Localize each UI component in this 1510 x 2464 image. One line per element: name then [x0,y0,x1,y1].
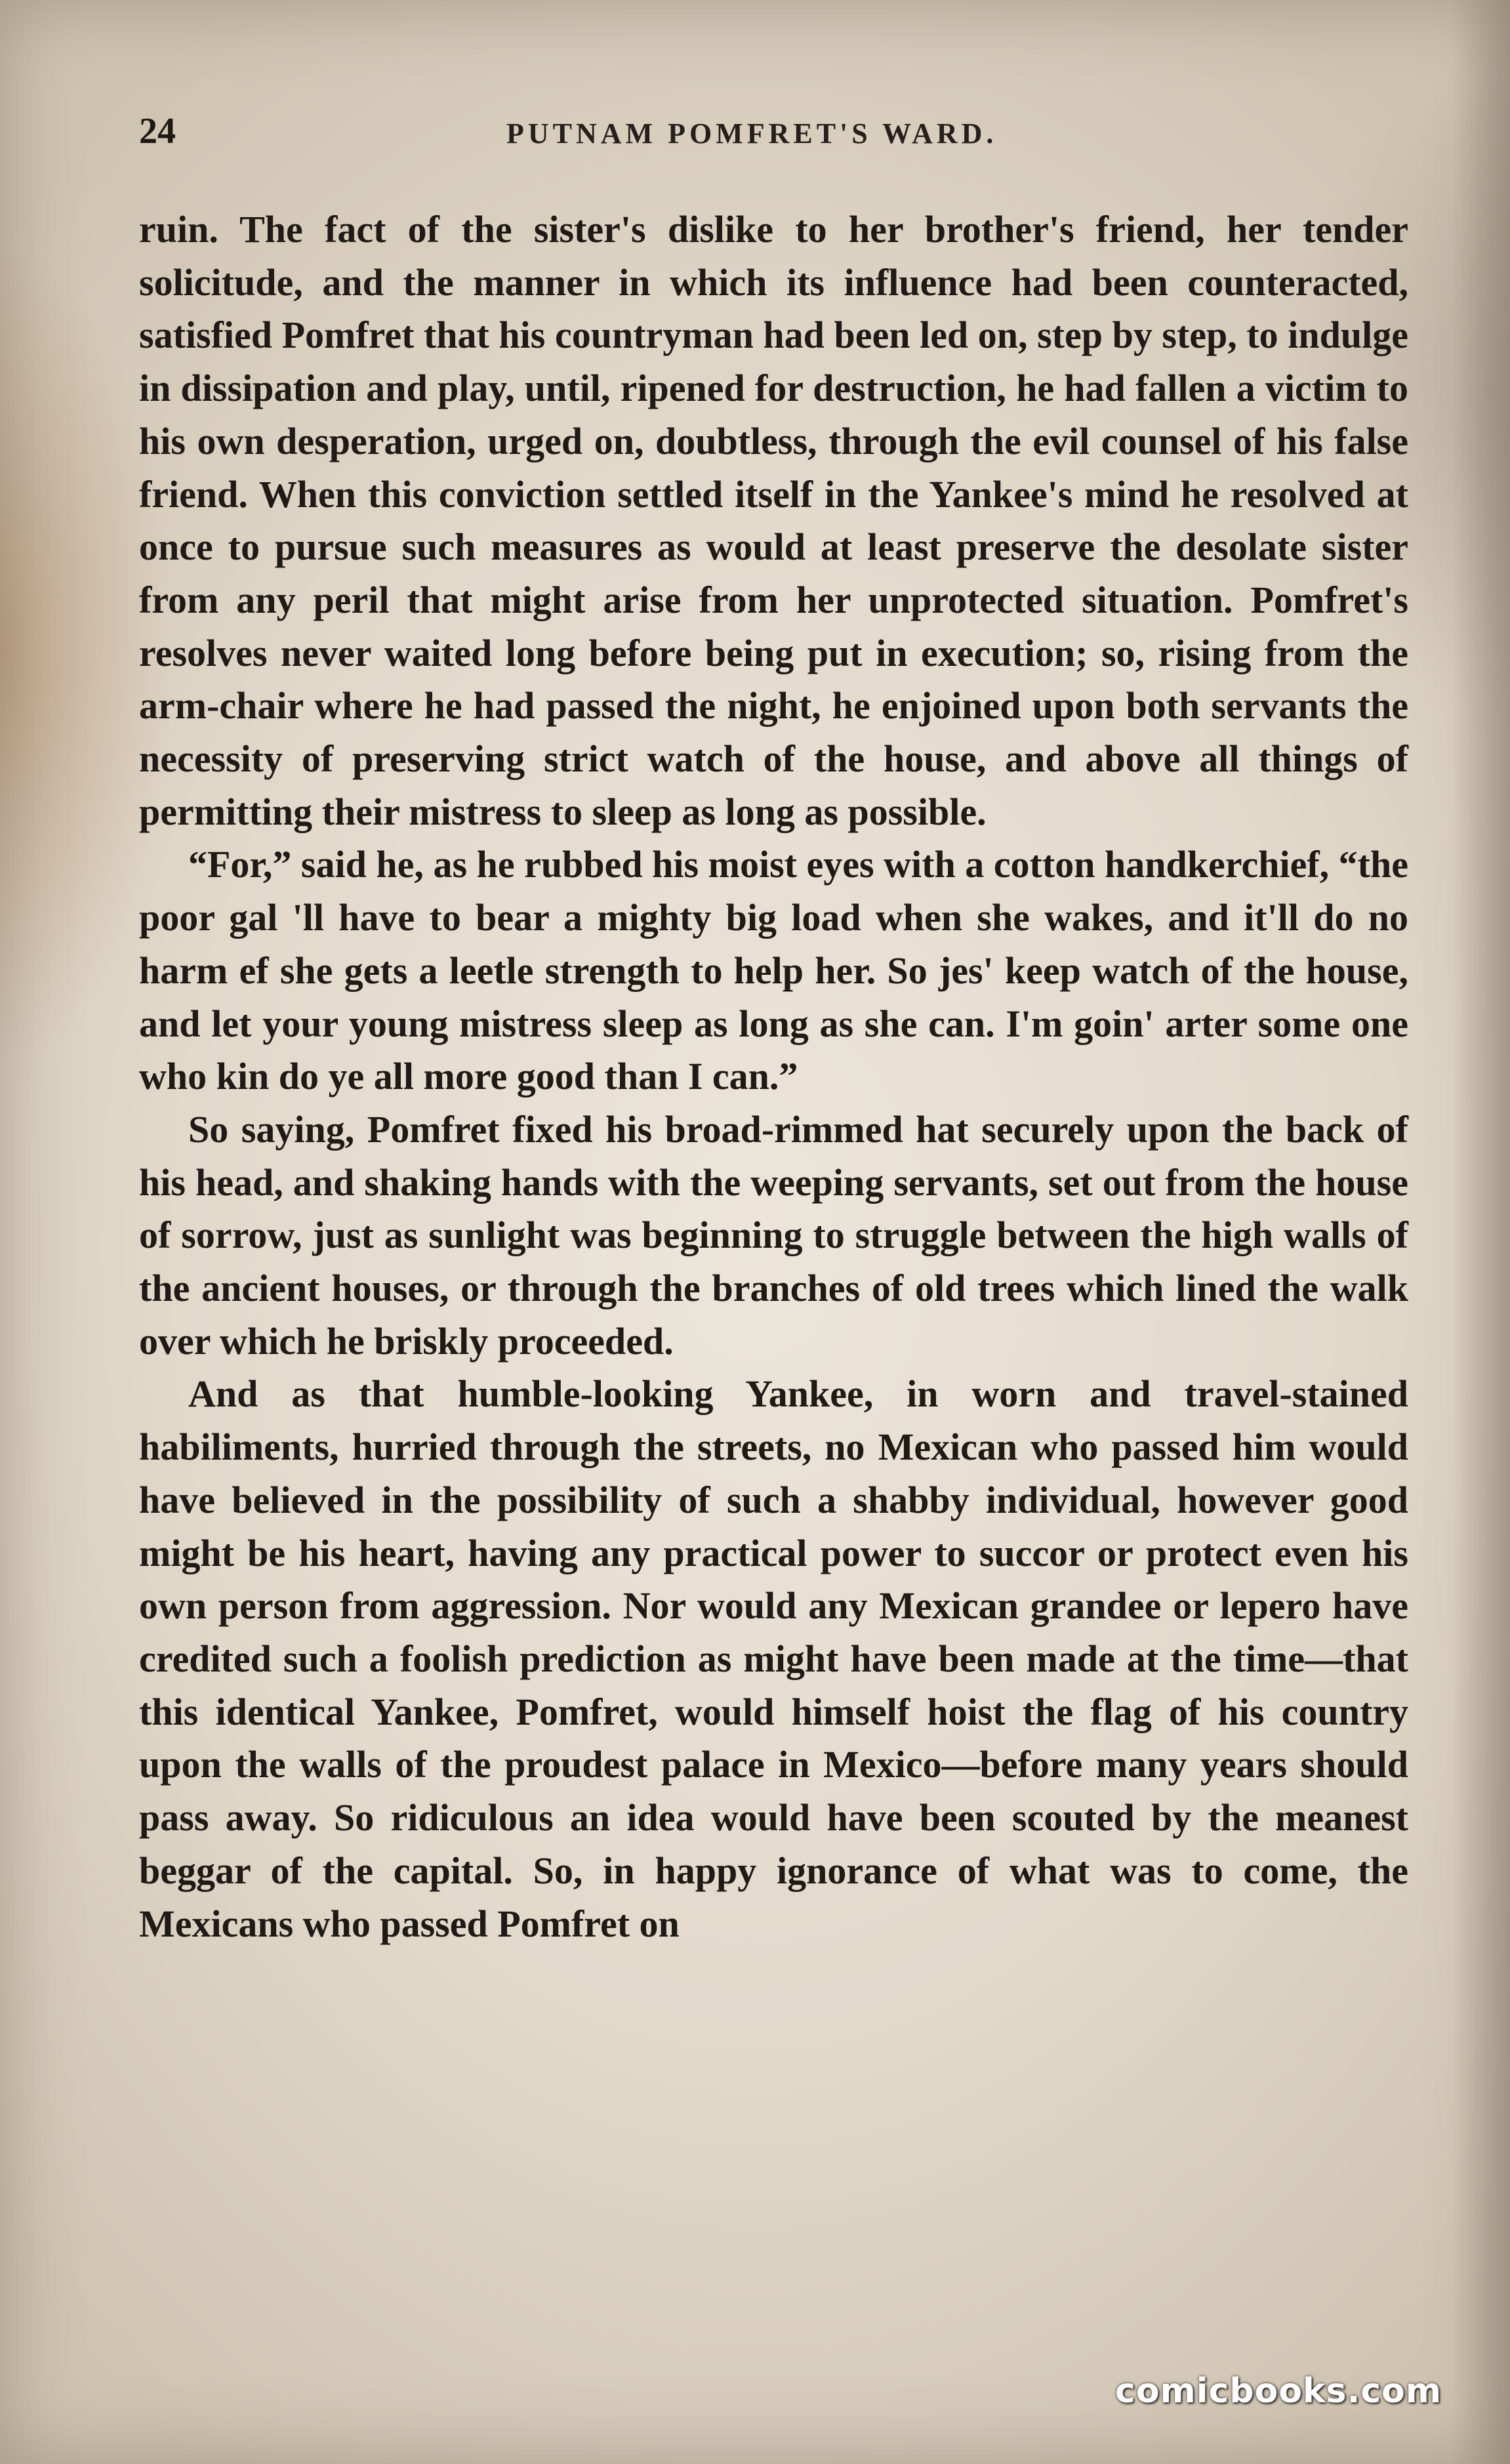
paragraph-4: And as that humble-looking Yankee, in worn and travel-stained habiliments, hurried through the streets, no Mexican who passed him would have believed in the possibility of such a shabby individual, however good might be his heart, having any practical power to succor or protect even his own person from aggression. Nor would any Mexican grandee or lepero have credited such a foolish prediction as might have been made at the time—that this identical Yankee, Pomfret, would himself hoist the flag of his country upon the walls of the proudest palace in Mexico—before many years should pass away. So ridiculous an idea would have been scouted by the meanest beggar of the capital. So, in happy ignorance of what was to come, the Mexicans who passed Pomfret on [139,1372,1408,1945]
page-header [139,110,1418,163]
watermark: comicbooks.com [1115,2372,1442,2411]
paragraph-1: ruin. The fact of the sister's dislike to her brother's friend, her tender solicitude, and the manner in which its influence had been counteracted, satisfied Pomfret that his countryman had been led on, step by step, to indulge in dissipation and play, until, ripened for destruction, he had fallen a victim to his own desperation, urged on, doubtless, through the evil counsel of his false friend. When this conviction settled itself in the Yankee's mind he resolved at once to pursue such measures as would at least preserve the desolate sister from any peril that might arise from her unprotected situation. Pomfret's resolves never waited long before being put in execution; so, rising from the arm-chair where he had passed the night, he enjoined upon both servants the necessity of preserving strict watch of the house, and above all things of permitting their mistress to sleep as long as possible. [139,208,1408,833]
running-head: PUTNAM POMFRET'S WARD. [506,117,998,150]
page-edge-stain [1451,0,1510,2464]
paragraph-2: “For,” said he, as he rubbed his moist eyes with a cotton handkerchief, “the poor gal 'll have to bear a mighty big load when she wakes, and it'll do no harm ef she gets a leetle strength to help her. So jes' keep watch of the house, and let your young mistress sleep as long as she can. I'm goin' arter some one who kin do ye all more good than I can.” [139,843,1408,1098]
page-number: 24 [139,111,176,152]
paragraph-3: So saying, Pomfret fixed his broad-rimmed hat securely upon the back of his head, and shaking hands with the weeping servants, set out from the house of sorrow, just as sunlight was beginning to struggle between the high walls of the ancient houses, or through the branches of old trees which lined the walk over which he briskly proceeded. [139,1107,1408,1363]
body-text [139,203,1408,1950]
